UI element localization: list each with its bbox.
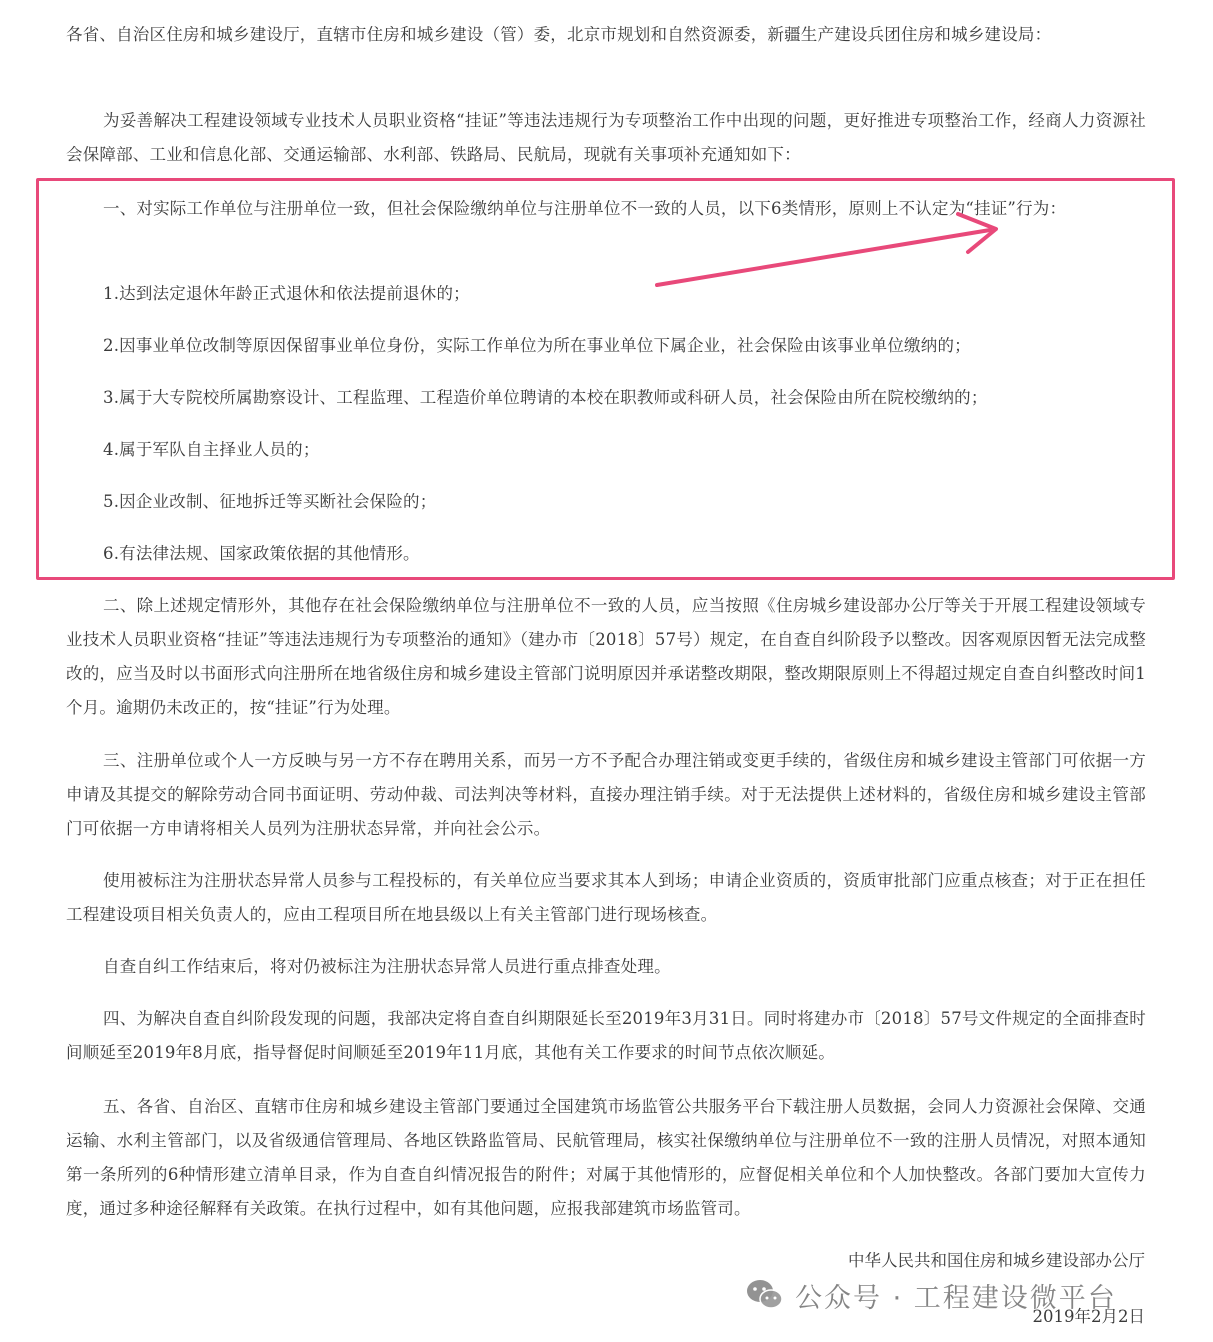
section-1-item-5: 5.因企业改制、征地拆迁等买断社会保险的； [103, 492, 437, 511]
section-2-paragraph: 二、除上述规定情形外，其他存在社会保险缴纳单位与注册单位不一致的人员，应当按照《住房城乡建设部办公厅等关于开展工程建设领域专业技术人员职业资格“挂证”等违法违规行为专项整治的通知》（建办市〔2018〕57号）规定，在自查自纠阶段予以整改。因客观原因暂无法完成整改的，应当及时以书面形式向注册所在地省级住房和城乡建设主管部门说明原因并承诺整改期限，整改期限原则上不得超过规定自查自纠整改时间1个月。逾期仍未改正的，按“挂证”行为处理。 [66, 596, 1146, 717]
signature-date: 2019年2月2日 [1032, 1307, 1145, 1326]
section-3c-paragraph: 自查自纠工作结束后，将对仍被标注为注册状态异常人员进行重点排查处理。 [103, 957, 671, 976]
watermark [745, 1273, 1117, 1317]
section-3b-paragraph: 使用被标注为注册状态异常人员参与工程投标的，有关单位应当要求其本人到场；申请企业资质的，资质审批部门应重点核查；对于正在担任工程建设项目相关负责人的，应由工程项目所在地县级以上有关主管部门进行现场核查。 [66, 871, 1146, 924]
section-4-paragraph: 四、为解决自查自纠阶段发现的问题，我部决定将自查自纠期限延长至2019年3月31日。同时将建办市〔2018〕57号文件规定的全面排查时间顺延至2019年8月底，指导督促时间顺延至2019年11月底，其他有关工作要求的时间节点依次顺延。 [66, 1009, 1146, 1062]
section-1-item-2: 2.因事业单位改制等原因保留事业单位身份，实际工作单位为所在事业单位下属企业，社会保险由该事业单位缴纳的； [103, 336, 971, 355]
section-5-paragraph: 五、各省、自治区、直辖市住房和城乡建设主管部门要通过全国建筑市场监管公共服务平台下载注册人员数据，会同人力资源社会保障、交通运输、水利主管部门，以及省级通信管理局、各地区铁路监管局、民航管理局，核实社保缴纳单位与注册单位不一致的注册人员情况，对照本通知第一条所列的6种情形建立清单目录，作为自查自纠情况报告的附件；对属于其他情形的，应督促相关单位和个人加快整改。各部门要加大宣传力度，通过多种途径解释有关政策。在执行过程中，如有其他问题，应报我部建筑市场监管司。 [66, 1097, 1146, 1218]
section-1-item-6: 6.有法律法规、国家政策依据的其他情形。 [103, 544, 420, 563]
intro-paragraph: 为妥善解决工程建设领域专业技术人员职业资格“挂证”等违法违规行为专项整治工作中出现的问题，更好推进专项整治工作，经商人力资源社会保障部、工业和信息化部、交通运输部、水利部、铁路局、民航局，现就有关事项补充通知如下： [66, 111, 1146, 164]
section-1-item-3: 3.属于大专院校所属勘察设计、工程监理、工程造价单位聘请的本校在职教师或科研人员，社会保险由所在院校缴纳的； [103, 388, 988, 407]
watermark-text: 公众号 · 工程建设微平台 [795, 1282, 1117, 1314]
highlight-box [36, 178, 1175, 580]
section-1-heading: 一、对实际工作单位与注册单位一致，但社会保险缴纳单位与注册单位不一致的人员，以下6类情形，原则上不认定为“挂证”行为： [103, 199, 1067, 218]
section-1-item-4: 4.属于军队自主择业人员的； [103, 440, 320, 459]
section-1-item-1: 1.达到法定退休年龄正式退休和依法提前退休的； [103, 284, 470, 303]
signature-organization: 中华人民共和国住房和城乡建设部办公厅 [848, 1251, 1145, 1270]
section-3-paragraph: 三、注册单位或个人一方反映与另一方不存在聘用关系，而另一方不予配合办理注销或变更手续的，省级住房和城乡建设主管部门可依据一方申请及其提交的解除劳动合同书面证明、劳动仲裁、司法判决等材料，直接办理注销手续。对于无法提供上述材料的，省级住房和城乡建设主管部门可依据一方申请将相关人员列为注册状态异常，并向社会公示。 [66, 751, 1146, 838]
salutation: 各省、自治区住房和城乡建设厅，直辖市住房和城乡建设（管）委，北京市规划和自然资源委，新疆生产建设兵团住房和城乡建设局： [66, 25, 1052, 44]
wechat-icon [745, 1278, 785, 1312]
